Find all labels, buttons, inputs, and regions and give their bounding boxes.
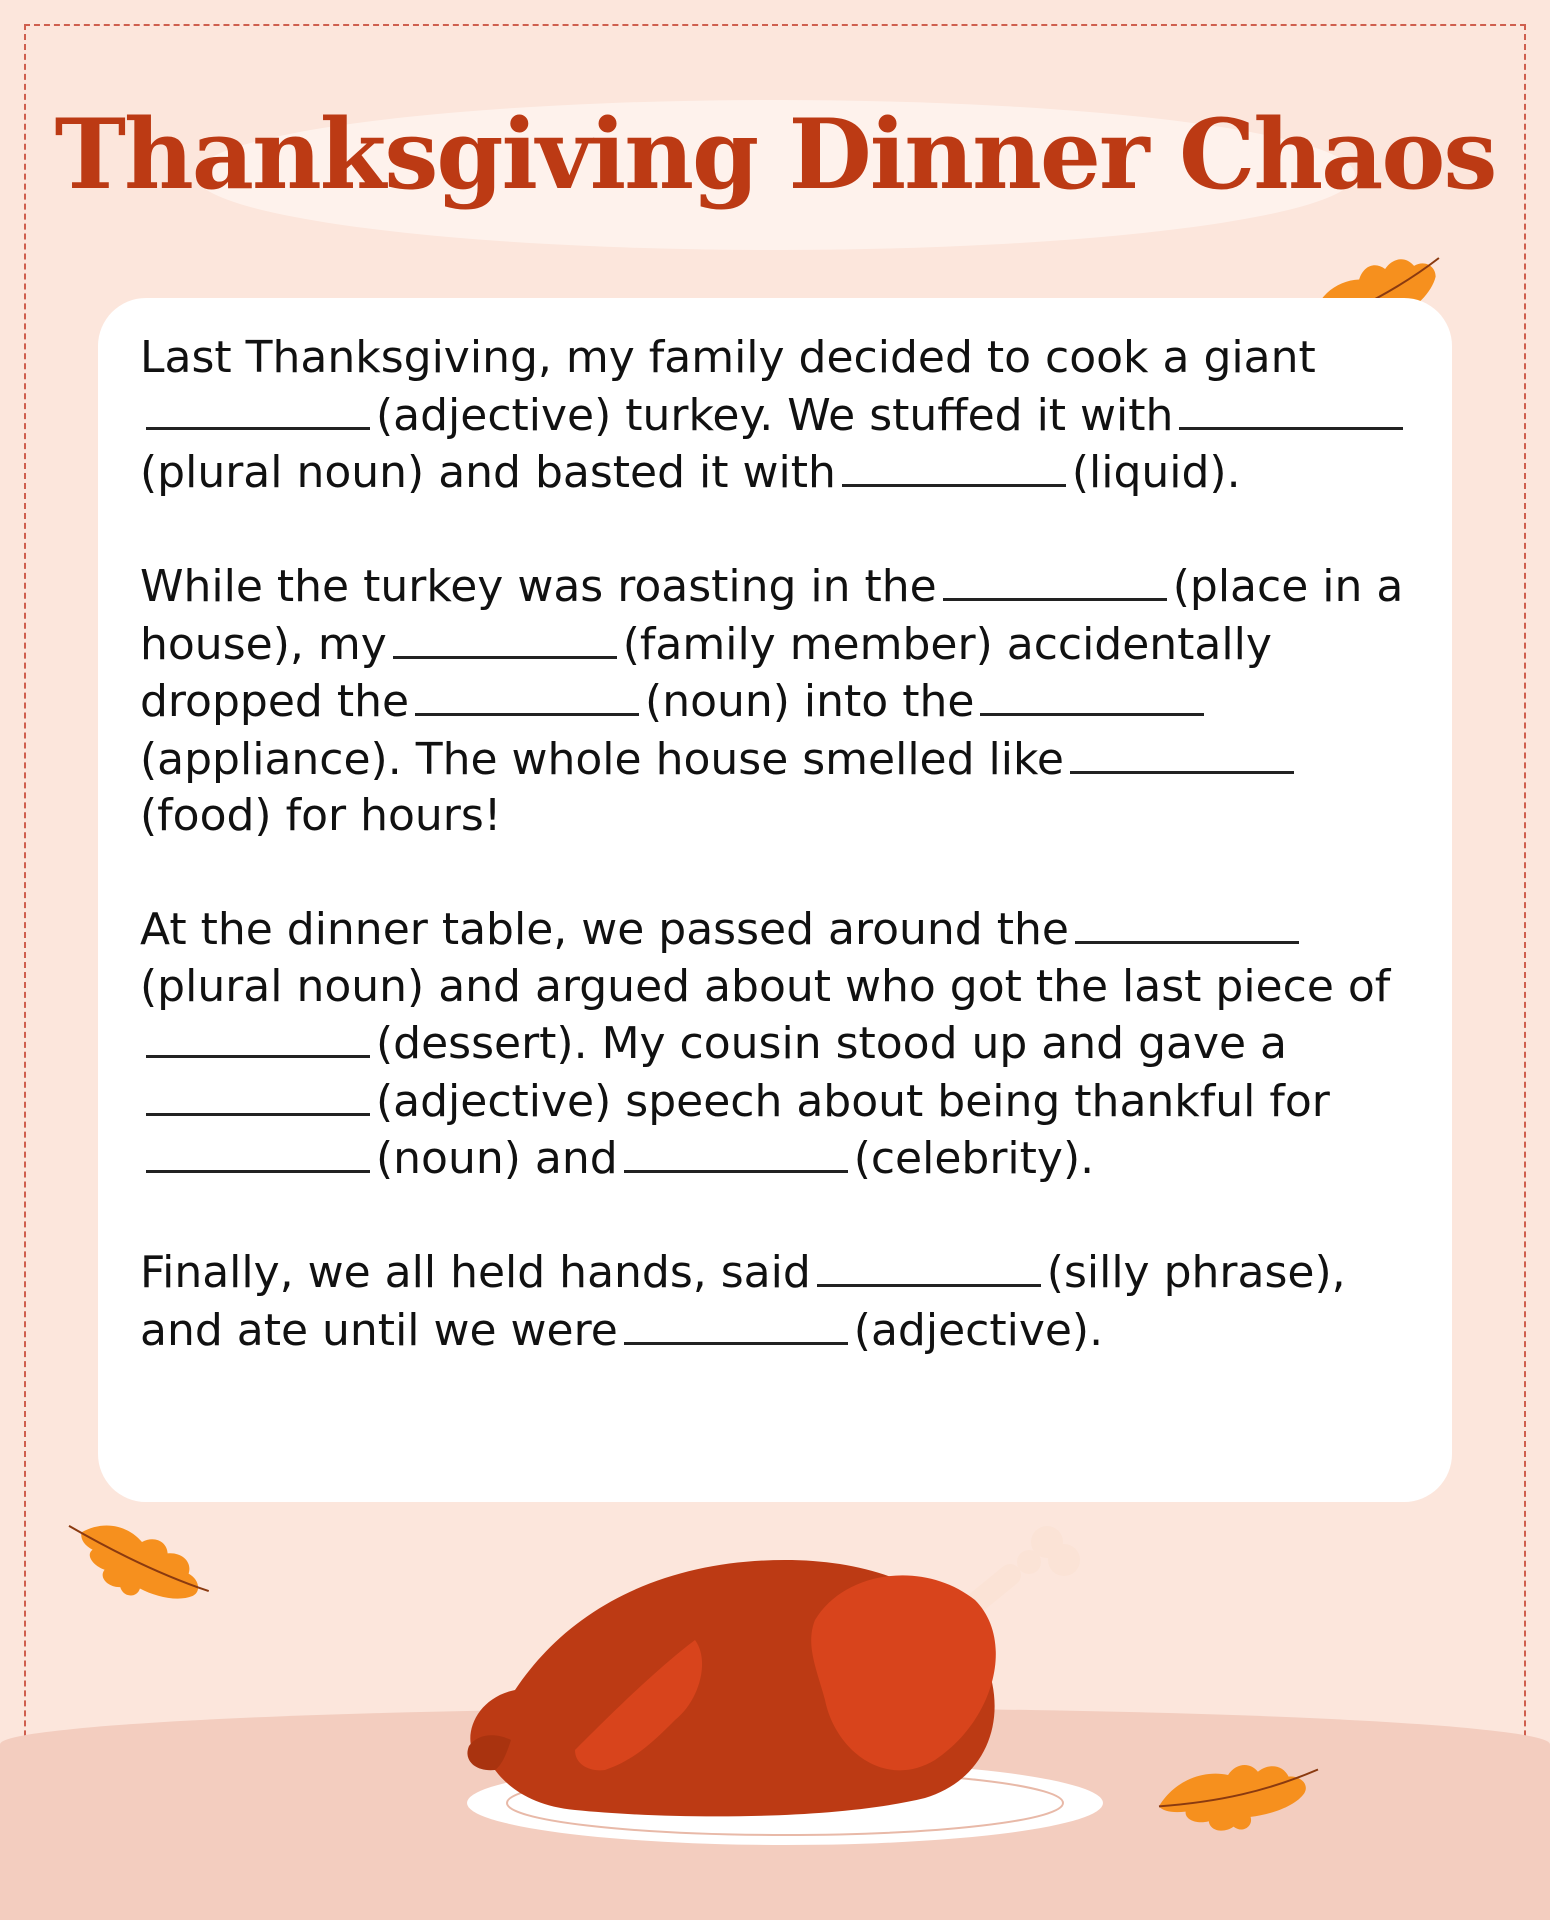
blank-noun-2[interactable] (146, 1130, 370, 1173)
blank-adjective-3[interactable] (624, 1302, 848, 1345)
blank-food[interactable] (1070, 731, 1294, 774)
story-paragraph-2 (140, 558, 1430, 845)
story-text-segment: (celebrity). (853, 1133, 1095, 1184)
blank-silly-phrase[interactable] (817, 1244, 1041, 1287)
story-text-segment: (noun) and (376, 1133, 618, 1184)
story-text-segment: Finally, we all held hands, said (140, 1247, 811, 1298)
roast-turkey-icon (455, 1520, 1115, 1850)
story-text-segment: (adjective). (853, 1304, 1104, 1356)
story-text-segment: (adjective) speech about being thankful for (376, 1075, 1330, 1127)
blank-plural-noun[interactable] (1179, 387, 1403, 430)
story-text-segment: (plural noun) and argued about who got the last piece of (140, 960, 1391, 1012)
story-text-segment: (food) for hours! (140, 790, 502, 841)
story-paragraph-1 (140, 330, 1430, 502)
blank-family-member[interactable] (393, 616, 617, 659)
blank-noun[interactable] (415, 673, 639, 716)
oak-leaf-icon (1148, 1748, 1328, 1838)
maple-leaf-icon (56, 1508, 226, 1618)
story-text-segment: (noun) into the (645, 676, 975, 727)
blank-adjective[interactable] (146, 387, 370, 430)
story-text-segment: (silly phrase), and ate until we were (140, 1247, 1346, 1356)
story-text-segment: (appliance). The whole house smelled like (140, 733, 1064, 785)
story-text-segment: (family member) accidentally dropped the (140, 618, 1272, 727)
story-text-segment: While the turkey was roasting in the (140, 561, 937, 612)
blank-liquid[interactable] (842, 444, 1066, 487)
blank-plural-noun-2[interactable] (1075, 901, 1299, 944)
blank-adjective-2[interactable] (146, 1073, 370, 1116)
blank-place-in-house[interactable] (943, 558, 1167, 601)
story-paragraph-4 (140, 1244, 1430, 1359)
story-text-segment: (plural noun) and basted it with (140, 447, 836, 498)
story-text-segment: Last Thanksgiving, my family decided to cook a giant (140, 332, 1316, 383)
page-title: Thanksgiving Dinner Chaos (54, 98, 1496, 211)
story-text-segment: (dessert). My cousin stood up and gave a (376, 1018, 1288, 1069)
blank-celebrity[interactable] (624, 1130, 848, 1173)
blank-dessert[interactable] (146, 1015, 370, 1058)
story-text-segment: (liquid). (1071, 447, 1241, 498)
story-text-segment: (place in a house), my (140, 561, 1404, 670)
story-text (140, 330, 1430, 1416)
blank-appliance[interactable] (980, 673, 1204, 716)
story-text-segment: (adjective) turkey. We stuffed it with (376, 389, 1174, 441)
story-text-segment: At the dinner table, we passed around the (140, 904, 1069, 955)
story-paragraph-3 (140, 901, 1430, 1188)
